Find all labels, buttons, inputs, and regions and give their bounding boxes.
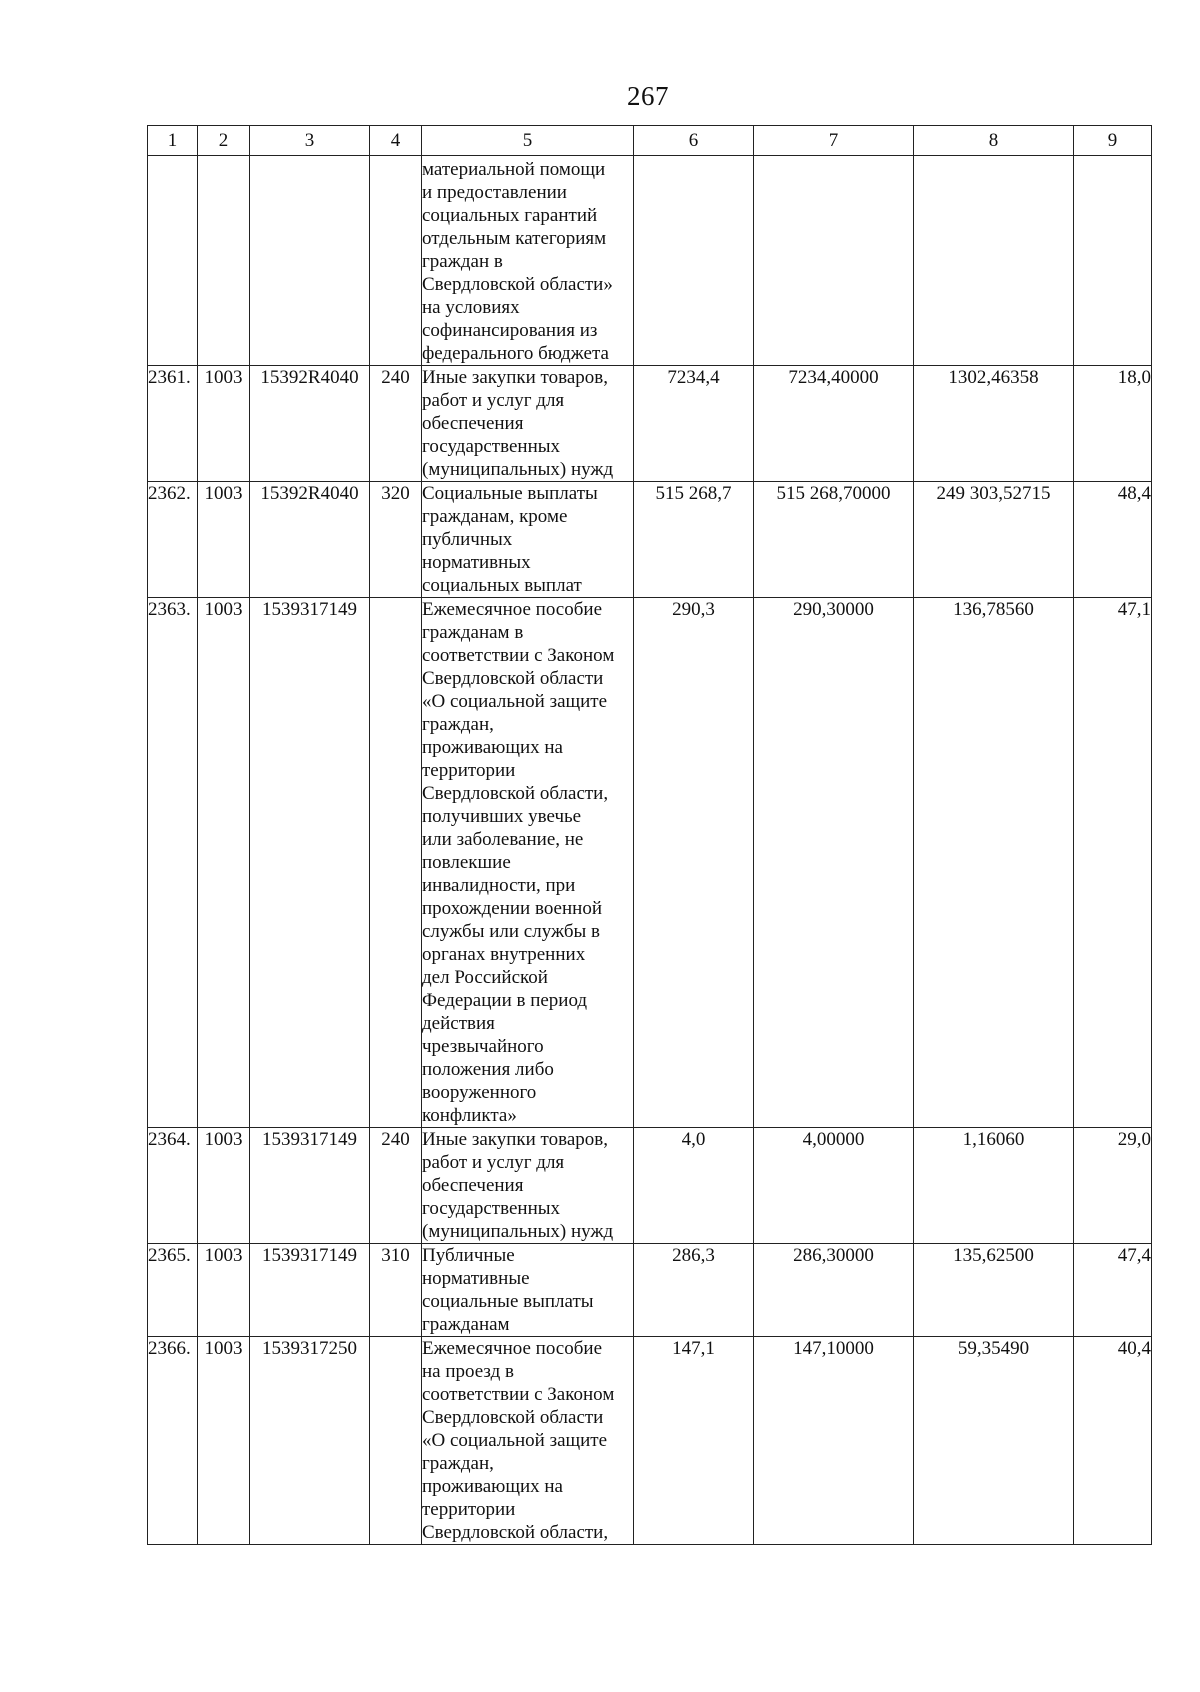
section-code: 1003 <box>198 598 250 1128</box>
planned-amount <box>634 156 754 366</box>
row-number: 2366. <box>148 1337 198 1545</box>
header-cell: 5 <box>422 126 634 156</box>
executed-amount: 1,16060 <box>914 1128 1074 1244</box>
description-text: Социальные выплаты гражданам, кроме публичных нормативных социальных выплат <box>422 483 598 596</box>
budget-table <box>147 125 1152 1545</box>
planned-amount: 290,3 <box>634 598 754 1128</box>
header-row <box>148 126 1152 156</box>
expense-type: 240 <box>370 1128 422 1244</box>
description-text: Ежемесячное пособие гражданам в соответствии с Законом Свердловской области «О социальной защите граждан, проживающих на территории Свердловской области, получивших увечье или заболевание, не повлекшие инвалидности, при прохождении военной службы или службы в органах внутренних дел Российской Федерации в период действия чрезвычайного положения либо вооруженного конфликта» <box>422 599 615 1126</box>
expense-type <box>370 598 422 1128</box>
description-cell <box>422 156 634 366</box>
executed-amount: 249 303,52715 <box>914 482 1074 598</box>
row-number <box>148 156 198 366</box>
row-number: 2363. <box>148 598 198 1128</box>
executed-amount <box>914 156 1074 366</box>
header-cell: 4 <box>370 126 422 156</box>
description-cell <box>422 598 634 1128</box>
planned-amount: 147,1 <box>634 1337 754 1545</box>
execution-percent <box>1074 156 1152 366</box>
approved-amount: 290,30000 <box>754 598 914 1128</box>
approved-amount: 4,00000 <box>754 1128 914 1244</box>
table-row <box>148 366 1152 482</box>
description-cell <box>422 1244 634 1337</box>
planned-amount: 4,0 <box>634 1128 754 1244</box>
description-text: Публичные нормативные социальные выплаты гражданам <box>422 1245 594 1335</box>
executed-amount: 1302,46358 <box>914 366 1074 482</box>
approved-amount <box>754 156 914 366</box>
description-cell <box>422 482 634 598</box>
section-code: 1003 <box>198 1244 250 1337</box>
table-row <box>148 1244 1152 1337</box>
approved-amount: 7234,40000 <box>754 366 914 482</box>
expense-type: 310 <box>370 1244 422 1337</box>
header-cell: 9 <box>1074 126 1152 156</box>
executed-amount: 59,35490 <box>914 1337 1074 1545</box>
description-text: Ежемесячное пособие на проезд в соответствии с Законом Свердловской области «О социальной защите граждан, проживающих на территории Свердловской области, <box>422 1338 615 1543</box>
expense-type: 240 <box>370 366 422 482</box>
description-cell <box>422 1337 634 1545</box>
target-code: 1539317149 <box>250 1244 370 1337</box>
execution-percent: 40,4 <box>1074 1337 1152 1545</box>
header-cell: 8 <box>914 126 1074 156</box>
header-cell: 3 <box>250 126 370 156</box>
table-row <box>148 482 1152 598</box>
row-number: 2364. <box>148 1128 198 1244</box>
table-row <box>148 598 1152 1128</box>
row-number: 2361. <box>148 366 198 482</box>
table-row <box>148 1337 1152 1545</box>
section-code: 1003 <box>198 366 250 482</box>
table-row <box>148 156 1152 366</box>
target-code: 15392R4040 <box>250 366 370 482</box>
executed-amount: 136,78560 <box>914 598 1074 1128</box>
execution-percent: 29,0 <box>1074 1128 1152 1244</box>
header-cell: 7 <box>754 126 914 156</box>
table-row <box>148 1128 1152 1244</box>
approved-amount: 515 268,70000 <box>754 482 914 598</box>
expense-type <box>370 1337 422 1545</box>
approved-amount: 147,10000 <box>754 1337 914 1545</box>
section-code <box>198 156 250 366</box>
header-cell: 1 <box>148 126 198 156</box>
row-number: 2365. <box>148 1244 198 1337</box>
executed-amount: 135,62500 <box>914 1244 1074 1337</box>
header-cell: 6 <box>634 126 754 156</box>
execution-percent: 47,1 <box>1074 598 1152 1128</box>
section-code: 1003 <box>198 1128 250 1244</box>
description-text: Иные закупки товаров, работ и услуг для обеспечения государственных (муниципальных) нужд <box>422 1129 614 1242</box>
planned-amount: 515 268,7 <box>634 482 754 598</box>
execution-percent: 18,0 <box>1074 366 1152 482</box>
description-cell <box>422 366 634 482</box>
section-code: 1003 <box>198 482 250 598</box>
planned-amount: 7234,4 <box>634 366 754 482</box>
execution-percent: 47,4 <box>1074 1244 1152 1337</box>
execution-percent: 48,4 <box>1074 482 1152 598</box>
page-number: 267 <box>627 81 669 111</box>
section-code: 1003 <box>198 1337 250 1545</box>
expense-type <box>370 156 422 366</box>
row-number: 2362. <box>148 482 198 598</box>
approved-amount: 286,30000 <box>754 1244 914 1337</box>
description-text: Иные закупки товаров, работ и услуг для обеспечения государственных (муниципальных) нужд <box>422 367 614 480</box>
description-cell <box>422 1128 634 1244</box>
expense-type: 320 <box>370 482 422 598</box>
target-code: 1539317149 <box>250 598 370 1128</box>
description-text: материальной помощи и предоставлении социальных гарантий отдельным категориям граждан в Свердловской области» на условиях софинансирования из федерального бюджета <box>422 159 613 364</box>
target-code: 15392R4040 <box>250 482 370 598</box>
planned-amount: 286,3 <box>634 1244 754 1337</box>
target-code <box>250 156 370 366</box>
target-code: 1539317250 <box>250 1337 370 1545</box>
target-code: 1539317149 <box>250 1128 370 1244</box>
header-cell: 2 <box>198 126 250 156</box>
